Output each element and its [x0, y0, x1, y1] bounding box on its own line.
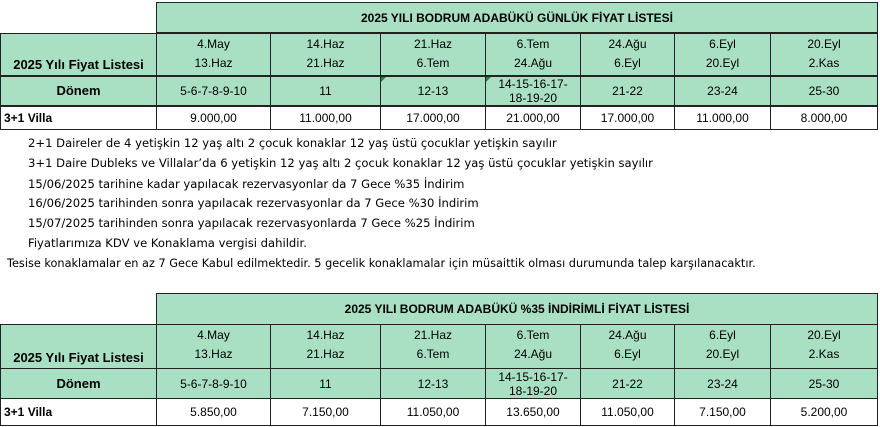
date-to: 6.Tem — [416, 347, 450, 361]
date-to: 6.Eyl — [614, 56, 641, 70]
date-from: 24.Ağu — [608, 37, 647, 51]
price-cell: 11.000,00 — [674, 106, 771, 130]
note-line: 15/06/2025 tarihine kadar yapılacak rezervasyonlar da 7 Gece %35 İndirim — [28, 177, 465, 191]
date-cell — [770, 324, 878, 369]
nights-cell: 14-15-16-17-18-19-20 — [485, 76, 581, 106]
price-cell: 13.650,00 — [485, 398, 581, 426]
date-cell — [270, 33, 381, 76]
note-line: 2+1 Daireler de 4 yetişkin 12 yaş altı 2 çocuk konaklar 12 yaş üstü çocuklar yetişkin sayılır — [28, 136, 557, 150]
nights-cell: 21-22 — [580, 368, 675, 399]
nights-cell: 23-24 — [674, 76, 771, 106]
date-from: 4.May — [197, 37, 230, 51]
date-to: 2.Kas — [808, 56, 840, 70]
price-cell: 17.000,00 — [580, 106, 675, 130]
price-cell: 17.000,00 — [380, 106, 486, 130]
row-label-text: 2025 Yılı Fiyat Listesi — [13, 57, 144, 72]
date-cell — [485, 324, 581, 369]
nights-cell: 11 — [270, 368, 381, 399]
price-cell: 7.150,00 — [270, 398, 381, 426]
period-label: Dönem — [0, 368, 157, 399]
table-title: 2025 YILI BODRUM ADABÜKÜ %35 İNDİRİMLİ FİYAT LİSTESİ — [156, 293, 878, 325]
note-line: Fiyatlarımıza KDV ve Konaklama vergisi dahildir. — [28, 236, 307, 250]
nights-cell: 11 — [270, 76, 381, 106]
date-from: 21.Haz — [413, 328, 453, 342]
date-cell — [156, 33, 271, 76]
date-from: 14.Haz — [306, 328, 345, 342]
price-cell: 9.000,00 — [156, 106, 271, 130]
nights-cell: 5-6-7-8-9-10 — [156, 76, 271, 106]
date-to: 24.Ağu — [513, 56, 553, 70]
date-to: 21.Haz — [306, 347, 345, 361]
date-cell — [770, 33, 878, 76]
date-cell — [380, 324, 486, 369]
price-cell: 21.000,00 — [485, 106, 581, 130]
price-cell: 8.000,00 — [770, 106, 878, 130]
date-to: 24.Ağu — [513, 347, 553, 361]
date-from: 20.Eyl — [807, 37, 841, 51]
date-from: 6.Eyl — [709, 328, 736, 342]
cell-marker-icon — [381, 77, 386, 82]
date-from: 14.Haz — [306, 37, 345, 51]
price-cell: 11.050,00 — [580, 398, 675, 426]
date-from: 6.Tem — [516, 328, 550, 342]
date-to: 2.Kas — [808, 347, 840, 361]
note-line: 3+1 Daire Dubleks ve Villalar’da 6 yetişkin 12 yaş altı 2 çocuk konaklar 12 yaş üstü çocuklar yetişkin sayılır — [28, 156, 653, 170]
row-label — [0, 324, 157, 369]
date-cell — [674, 324, 771, 369]
date-from: 21.Haz — [413, 37, 453, 51]
date-cell — [270, 324, 381, 369]
nights-cell: 25-30 — [770, 368, 878, 399]
price-cell: 11.000,00 — [270, 106, 381, 130]
date-from: 6.Eyl — [709, 37, 736, 51]
villa-label: 3+1 Villa — [0, 106, 157, 130]
note-line: 15/07/2025 tarihinden sonra yapılacak rezervasyonlarda 7 Gece %25 İndirim — [28, 216, 475, 230]
nights-cell: 23-24 — [674, 368, 771, 399]
nights-cell: 5-6-7-8-9-10 — [156, 368, 271, 399]
date-to: 21.Haz — [306, 56, 345, 70]
villa-label: 3+1 Villa — [0, 398, 157, 426]
date-from: 20.Eyl — [807, 328, 841, 342]
table-title: 2025 YILI BODRUM ADABÜKÜ GÜNLÜK FİYAT LİSTESİ — [156, 2, 878, 33]
date-cell — [674, 33, 771, 76]
row-label-text: 2025 Yılı Fiyat Listesi — [13, 350, 144, 365]
date-cell — [156, 324, 271, 369]
date-cell — [485, 33, 581, 76]
date-cell — [380, 33, 486, 76]
period-label: Dönem — [0, 76, 157, 106]
price-cell: 5.850,00 — [156, 398, 271, 426]
price-cell: 7.150,00 — [674, 398, 771, 426]
date-from: 24.Ağu — [608, 328, 647, 342]
price-cell: 11.050,00 — [380, 398, 486, 426]
nights-cell: 12-13 — [380, 368, 486, 399]
nights-cell: 12-13 — [380, 76, 486, 106]
date-to: 6.Tem — [416, 56, 450, 70]
date-from: 4.May — [197, 328, 230, 342]
nights-cell: 14-15-16-17-18-19-20 — [485, 368, 581, 399]
date-to: 20.Eyl — [705, 347, 740, 361]
note-line: 16/06/2025 tarihinden sonra yapılacak rezervasyonlar da 7 Gece %30 İndirim — [28, 196, 479, 210]
date-cell — [580, 33, 675, 76]
cell-marker-icon — [486, 77, 491, 82]
date-to: 13.Haz — [194, 347, 233, 361]
nights-cell: 25-30 — [770, 76, 878, 106]
price-cell: 5.200,00 — [770, 398, 878, 426]
footer-note: Tesise konaklamalar en az 7 Gece Kabul edilmektedir. 5 gecelik konaklamalar için müsaittik olması durumunda talep karşılanacaktır. — [7, 257, 756, 270]
date-to: 13.Haz — [194, 56, 233, 70]
date-from: 6.Tem — [516, 37, 550, 51]
date-cell — [580, 324, 675, 369]
row-label — [0, 33, 157, 76]
date-to: 20.Eyl — [705, 56, 740, 70]
date-to: 6.Eyl — [614, 347, 641, 361]
nights-cell: 21-22 — [580, 76, 675, 106]
